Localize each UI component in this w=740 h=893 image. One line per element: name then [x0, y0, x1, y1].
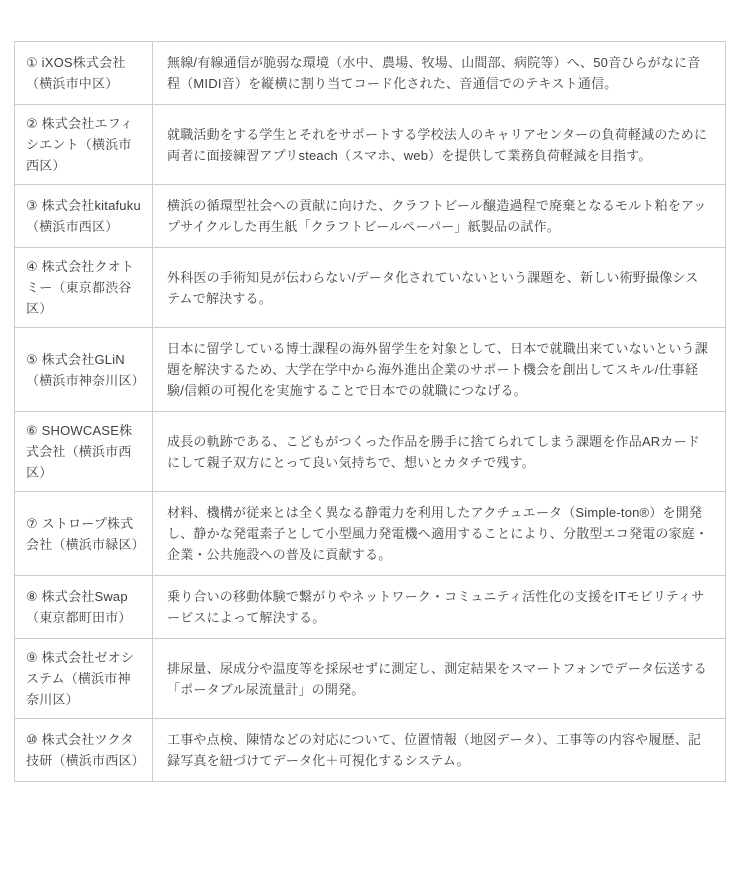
company-description-cell: 工事や点検、陳情などの対応について、位置情報（地図データ）、工事等の内容や履歴、記録写真を紐づけてデータ化＋可視化するシステム。: [153, 719, 726, 782]
company-name-cell: ⑩ 株式会社ツクタ技研（横浜市西区）: [15, 719, 153, 782]
company-name-cell: ④ 株式会社クオトミー（東京都渋谷区）: [15, 248, 153, 328]
company-name-cell: ② 株式会社エフィシエント（横浜市西区）: [15, 105, 153, 185]
table-row: [15, 492, 726, 576]
company-name-cell: ⑥ SHOWCASE株式会社（横浜市西区）: [15, 412, 153, 492]
table-row: [15, 719, 726, 782]
company-description-cell: 成長の軌跡である、こどもがつくった作品を勝手に捨てられてしまう課題を作品ARカードにして親子双方にとって良い気持ちで、想いとカタチで残す。: [153, 412, 726, 492]
table-row: [15, 42, 726, 105]
company-description-cell: 材料、機構が従来とは全く異なる静電力を利用したアクチュエータ（Simple-ton®）を開発し、静かな発電素子として小型風力発電機へ適用することにより、分散型エコ発電の家庭・企業・公共施設への普及に貢献する。: [153, 492, 726, 576]
company-name-cell: ⑨ 株式会社ゼオシステム（横浜市神奈川区）: [15, 639, 153, 719]
company-table: [14, 41, 726, 782]
company-name-cell: ⑦ ストロープ株式会社（横浜市緑区）: [15, 492, 153, 576]
company-description-cell: 就職活動をする学生とそれをサポートする学校法人のキャリアセンターの負荷軽減のために両者に面接練習アプリsteach（スマホ、web）を提供して業務負荷軽減を目指す。: [153, 105, 726, 185]
table-row: [15, 639, 726, 719]
company-name-cell: ① iXOS株式会社（横浜市中区）: [15, 42, 153, 105]
company-description-cell: 無線/有線通信が脆弱な環境（水中、農場、牧場、山間部、病院等）へ、50音ひらがなに音程（MIDI音）を縦横に割り当てコード化された、音通信でのテキスト通信。: [153, 42, 726, 105]
company-description-cell: 外科医の手術知見が伝わらない/データ化されていないという課題を、新しい術野撮像システムで解決する。: [153, 248, 726, 328]
company-description-cell: 日本に留学している博士課程の海外留学生を対象として、日本で就職出来ていないという課題を解決するため、大学在学中から海外進出企業のサポート機会を創出してスキル/仕事経験/信頼の可視化を実施することで日本での就職につなげる。: [153, 328, 726, 412]
table-row: [15, 576, 726, 639]
company-description-cell: 排尿量、尿成分や温度等を採尿せずに測定し、測定結果をスマートフォンでデータ伝送する「ポータブル尿流量計」の開発。: [153, 639, 726, 719]
company-name-cell: ⑤ 株式会社GLiN （横浜市神奈川区）: [15, 328, 153, 412]
company-table-body: [15, 42, 726, 782]
table-row: [15, 328, 726, 412]
table-row: [15, 248, 726, 328]
table-row: [15, 185, 726, 248]
company-name-cell: ③ 株式会社kitafuku（横浜市西区）: [15, 185, 153, 248]
table-row: [15, 105, 726, 185]
company-description-cell: 横浜の循環型社会への貢献に向けた、クラフトビール醸造過程で廃棄となるモルト粕をアップサイクルした再生紙「クラフトビールペーパー」紙製品の試作。: [153, 185, 726, 248]
table-row: [15, 412, 726, 492]
company-description-cell: 乗り合いの移動体験で繋がりやネットワーク・コミュニティ活性化の支援をITモビリティサービスによって解決する。: [153, 576, 726, 639]
company-name-cell: ⑧ 株式会社Swap（東京都町田市）: [15, 576, 153, 639]
